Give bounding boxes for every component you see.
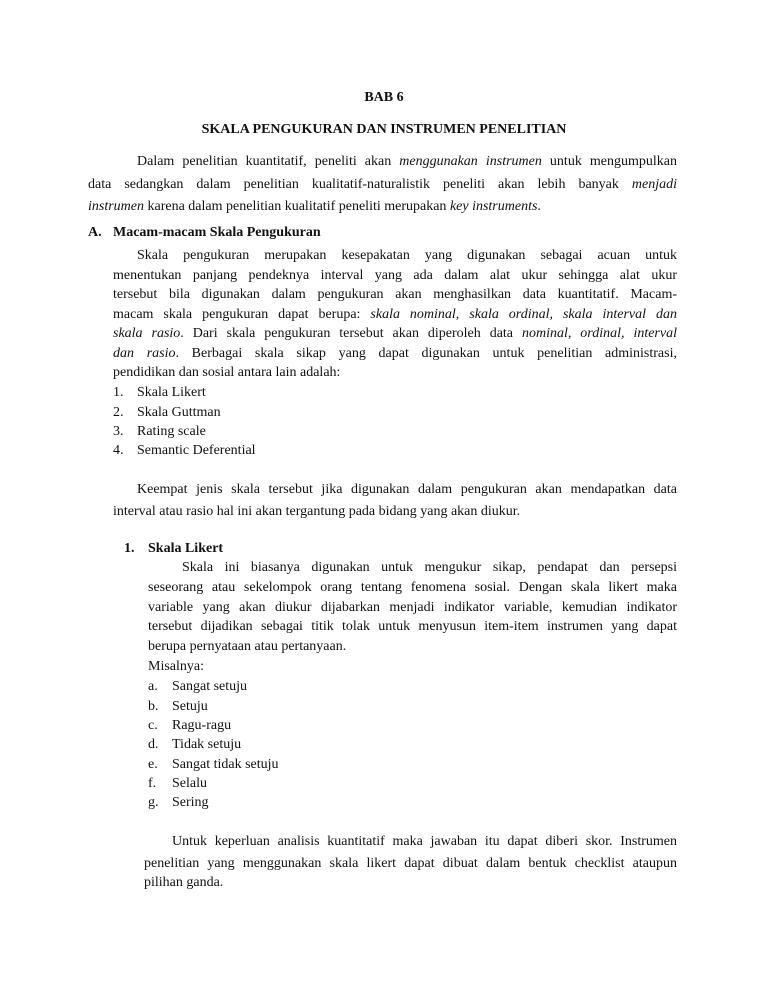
- text-run: berupa pernyataan atau pertanyaan.: [148, 639, 347, 654]
- option-letter: d.: [148, 737, 159, 752]
- scale-number: 2.: [113, 405, 124, 420]
- text-run: untuk mengumpulkan: [541, 154, 677, 169]
- intro-line: [137, 153, 677, 171]
- intro-line: [88, 198, 541, 216]
- section-line: [113, 345, 677, 363]
- option-item: Ragu-ragu: [172, 718, 232, 733]
- likert-line: [148, 638, 346, 656]
- section-line: [113, 267, 677, 285]
- option-item: Tidak setuju: [172, 737, 242, 752]
- italic-text: key instruments: [449, 199, 538, 214]
- italic-text: skala nominal, skala ordinal, skala interval dan: [370, 307, 677, 322]
- text-run: . Dari skala pengukuran tersebut akan diperoleh data: [180, 326, 522, 341]
- section-marker: A.: [88, 225, 102, 240]
- text-run: .: [537, 199, 541, 214]
- scale-number: 1.: [113, 385, 124, 400]
- closing-line: [172, 833, 677, 851]
- italic-text: instrumen: [88, 199, 144, 214]
- italic-text: menggunakan instrumen: [399, 154, 542, 169]
- text-run: penelitian yang menggunakan skala likert dapat dibuat dalam bentuk checklist ataupun: [144, 856, 677, 871]
- text-run: pendidikan dan sosial antara lain adalah:: [113, 365, 341, 380]
- option-letter: b.: [148, 699, 159, 714]
- option-item: Selalu: [172, 776, 207, 791]
- section-line: [113, 364, 340, 382]
- likert-line: [148, 579, 677, 597]
- option-letter: c.: [148, 718, 158, 733]
- text-run: interval atau rasio hal ini akan tergantung pada bidang yang akan diukur.: [113, 504, 521, 519]
- likert-line: [182, 559, 677, 577]
- section-line: [113, 306, 677, 324]
- section-line: [113, 286, 677, 304]
- scale-item: Skala Guttman: [137, 405, 221, 420]
- text-run: data sedangkan dalam penelitian kualitatif-naturalistik peneliti akan lebih banyak: [88, 177, 632, 192]
- scale-item: Skala Likert: [137, 385, 206, 400]
- subsection-number: 1.: [124, 541, 135, 556]
- closing-line: [144, 874, 223, 892]
- text-run: . Berbagai skala sikap yang dapat digunakan untuk penelitian administrasi,: [175, 346, 677, 361]
- text-run: seseorang atau sekelompok orang tentang fenomena sosial. Dengan skala likert maka: [148, 580, 677, 595]
- scale-number: 4.: [113, 443, 124, 458]
- example-label: Misalnya:: [148, 659, 204, 674]
- option-item: Sering: [172, 795, 209, 810]
- summary-line: [137, 481, 677, 499]
- likert-line: [148, 599, 677, 617]
- section-heading: Macam-macam Skala Pengukuran: [113, 225, 321, 240]
- text-run: Dalam penelitian kuantitatif, peneliti akan: [137, 154, 400, 169]
- text-run: variable yang akan diukur dijabarkan menjadi indikator variable, kemudian indikator: [148, 600, 677, 615]
- italic-text: nominal, ordinal, interval: [521, 326, 677, 341]
- option-item: Setuju: [172, 699, 208, 714]
- option-letter: g.: [148, 795, 159, 810]
- chapter-title: SKALA PENGUKURAN DAN INSTRUMEN PENELITIAN: [201, 122, 567, 137]
- italic-text: menjadi: [631, 177, 677, 192]
- text-run: macam skala pengukuran dapat berupa:: [113, 307, 371, 322]
- text-run: Skala ini biasanya digunakan untuk mengukur sikap, pendapat dan persepsi: [182, 560, 677, 575]
- italic-text: skala rasio: [113, 326, 181, 341]
- section-line: [137, 247, 677, 265]
- text-run: Skala pengukuran merupakan kesepakatan yang digunakan sebagai acuan untuk: [137, 248, 677, 263]
- intro-line: [88, 176, 677, 194]
- subsection-heading: Skala Likert: [148, 541, 224, 556]
- text-run: menentukan panjang pendeknya interval yang ada dalam alat ukur sehingga alat ukur: [113, 268, 677, 283]
- option-letter: a.: [148, 679, 158, 694]
- likert-line: [148, 618, 677, 636]
- option-item: Sangat tidak setuju: [172, 757, 279, 772]
- text-run: Keempat jenis skala tersebut jika digunakan dalam pengukuran akan mendapatkan data: [137, 482, 677, 497]
- summary-line: [113, 503, 520, 521]
- scale-item: Semantic Deferential: [137, 443, 256, 458]
- section-line: [113, 325, 677, 343]
- option-letter: e.: [148, 757, 158, 772]
- text-run: tersebut dijadikan sebagai titik tolak untuk menyusun item-item instrumen yang dapat: [148, 619, 677, 634]
- text-run: Untuk keperluan analisis kuantitatif maka jawaban itu dapat diberi skor. Instrumen: [172, 834, 677, 849]
- text-run: tersebut bila digunakan dalam pengukuran akan menghasilkan data kuantitatif. Macam-: [113, 287, 677, 302]
- text-run: pilihan ganda.: [144, 875, 224, 890]
- text-run: karena dalam penelitian kualitatif peneliti merupakan: [144, 199, 450, 214]
- scale-number: 3.: [113, 424, 124, 439]
- option-letter: f.: [148, 776, 157, 791]
- scale-item: Rating scale: [137, 424, 206, 439]
- chapter-label: BAB 6: [364, 90, 404, 105]
- option-item: Sangat setuju: [172, 679, 248, 694]
- closing-line: [144, 855, 677, 873]
- italic-text: dan rasio: [113, 346, 176, 361]
